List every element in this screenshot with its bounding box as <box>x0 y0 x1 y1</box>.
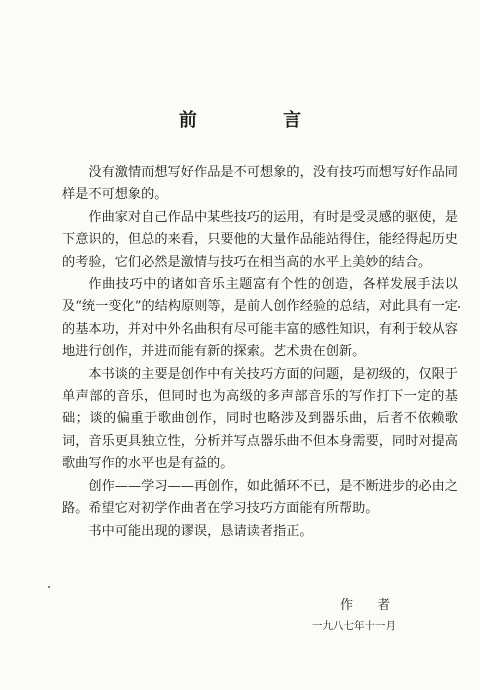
paragraph: 作曲家对自己作品中某些技巧的运用，有时是受灵感的驱使，是下意识的，但总的来看，只要他的大量作品能站得住，能经得起历史的考验，它们必然是激情与技巧在相当高的水平上美妙的结合。 <box>62 209 458 270</box>
date-line: 一九八七年十一月 <box>312 620 396 632</box>
page-title: 前 言 <box>178 110 342 131</box>
paragraph: 作曲技巧中的诸如音乐主题富有个性的创造，各样发展手法以及“统一变化”的结构原则等，是前人创作经验的总结，对此具有一定的基本功，并对中外名曲积有尽可能丰富的感性知识，有利于较从容地进行创作，并进而能有新的探索。艺术贵在创新。 <box>62 277 458 360</box>
author-signature: 作 者 <box>340 598 401 613</box>
scan-speck <box>48 586 50 588</box>
scan-speck <box>458 306 460 308</box>
paragraph: 创作——学习——再创作，如此循环不已，是不断进步的必由之路。希望它对初学作曲者在学习技巧方面能有所帮助。 <box>62 478 458 517</box>
preface-body <box>62 162 458 543</box>
paragraph: 没有激情而想写好作品是不可想象的，没有技巧而想写好作品同样是不可想象的。 <box>62 165 458 203</box>
paragraph: 书中可能出现的谬误，恳请读者指正。 <box>88 523 313 539</box>
paragraph: 本书谈的主要是创作中有关技巧方面的问题，是初级的，仅限于单声部的音乐，但同时也为高级的多声部音乐的写作打下一定的基础；谈的偏重于歌曲创作，同时也略涉及到器乐曲，后者不依赖歌词，音乐更具独立性，分析并写点器乐曲不但本身需要，同时对提高歌曲写作的水平也是有益的。 <box>62 366 458 472</box>
